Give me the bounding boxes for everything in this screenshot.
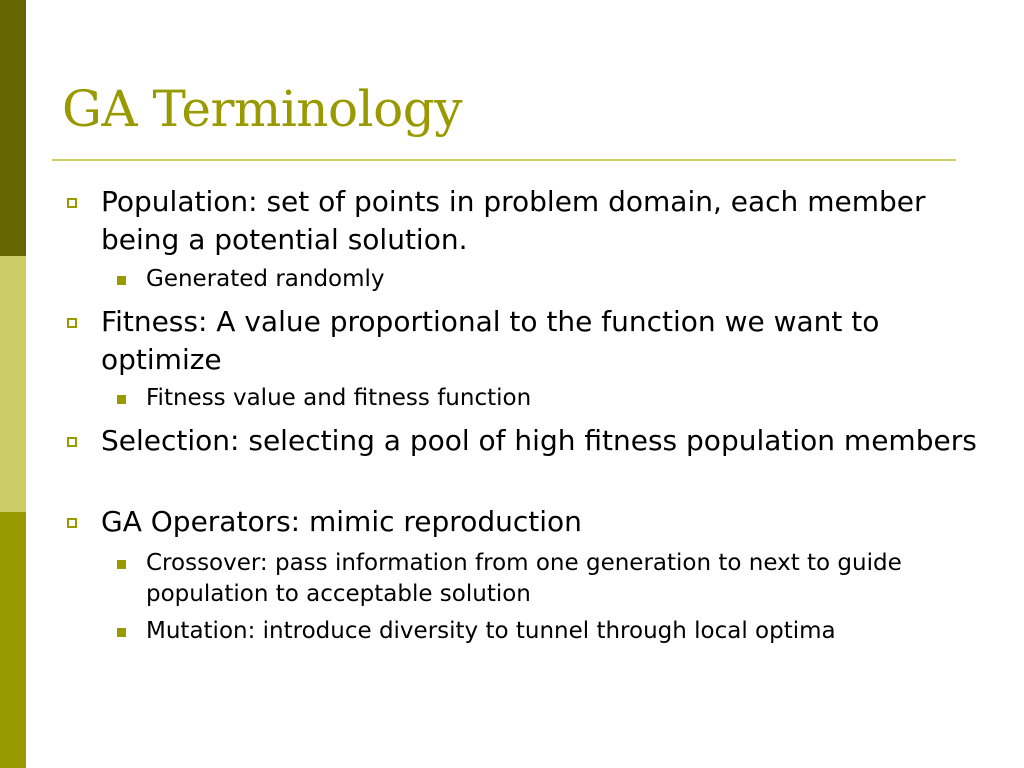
hollow-square-bullet-icon: [67, 198, 77, 208]
bullet-selection: Selection: selecting a pool of high fitness population members: [101, 424, 977, 457]
bullet-ga-operators: GA Operators: mimic reproduction: [101, 505, 582, 538]
sub-bullet-fitness-value: Fitness value and fitness function: [146, 385, 532, 411]
title-underline: [52, 159, 956, 161]
slide-title: GA Terminology: [62, 80, 462, 138]
filled-square-bullet-icon: [117, 560, 126, 569]
bullet-population: Population: set of points in problem domain, each member being a potential solution.: [101, 185, 926, 256]
filled-square-bullet-icon: [117, 628, 126, 637]
sub-bullet-mutation: Mutation: introduce diversity to tunnel through local optima: [146, 618, 836, 644]
sub-bullet-crossover: Crossover: pass information from one generation to next to guide population to acceptable solution: [146, 550, 902, 607]
sub-bullet-generated-randomly: Generated randomly: [146, 266, 385, 292]
hollow-square-bullet-icon: [67, 437, 77, 447]
side-bar-olive-segment: [0, 512, 26, 768]
bullet-fitness: Fitness: A value proportional to the function we want to optimize: [101, 305, 880, 376]
filled-square-bullet-icon: [117, 395, 126, 404]
filled-square-bullet-icon: [117, 276, 126, 285]
side-bar-dark-segment: [0, 0, 26, 256]
hollow-square-bullet-icon: [67, 518, 77, 528]
side-bar-light-segment: [0, 256, 26, 512]
hollow-square-bullet-icon: [67, 318, 77, 328]
left-color-bar: [0, 0, 26, 768]
